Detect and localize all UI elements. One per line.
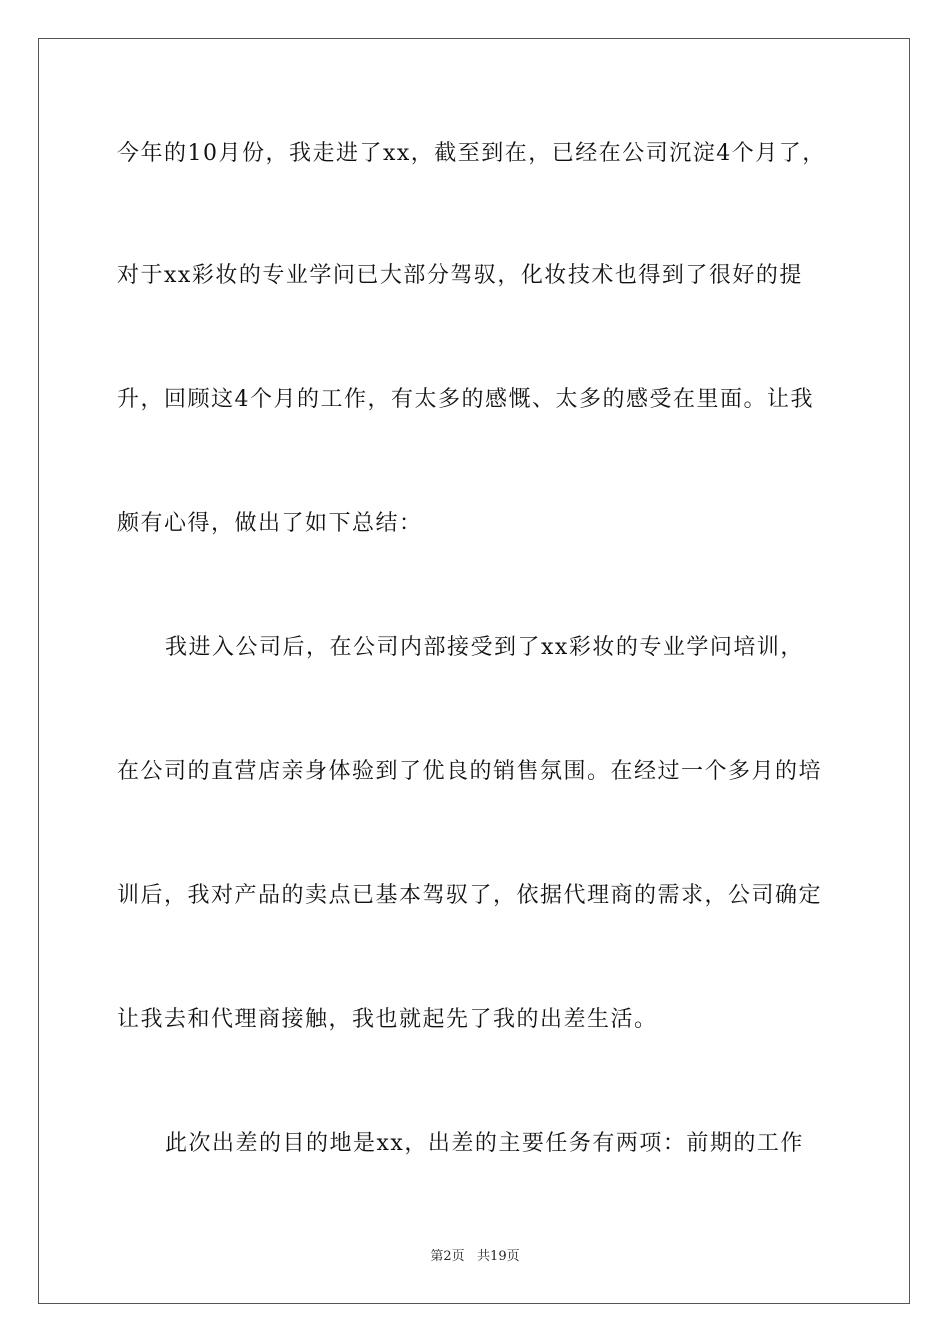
page-number-footer: 第2页 共19页 — [430, 1249, 520, 1264]
paragraph-line: 训后，我对产品的卖点已基本驾驭了，依据代理商的需求，公司确定 — [117, 883, 823, 908]
paragraph-line: 今年的10月份，我走进了xx，截至到在，已经在公司沉淀4个月了， — [117, 141, 826, 166]
paragraph-line: 对于xx彩妆的专业学问已大部分驾驭，化妆技术也得到了很好的提 — [117, 263, 803, 288]
paragraph-line: 此次出差的目的地是xx，出差的主要任务有两项：前期的工作 — [165, 1131, 804, 1156]
paragraph-line: 颇有心得，做出了如下总结： — [117, 511, 423, 536]
paragraph-line: 在公司的直营店亲身体验到了优良的销售氛围。在经过一个多月的培 — [117, 759, 823, 784]
page-border — [38, 38, 910, 1304]
paragraph-line: 升，回顾这4个月的工作，有太多的感慨、太多的感受在里面。让我 — [117, 387, 814, 412]
paragraph-line: 我进入公司后，在公司内部接受到了xx彩妆的专业学问培训， — [165, 635, 804, 660]
paragraph-line: 让我去和代理商接触，我也就起先了我的出差生活。 — [117, 1007, 658, 1032]
